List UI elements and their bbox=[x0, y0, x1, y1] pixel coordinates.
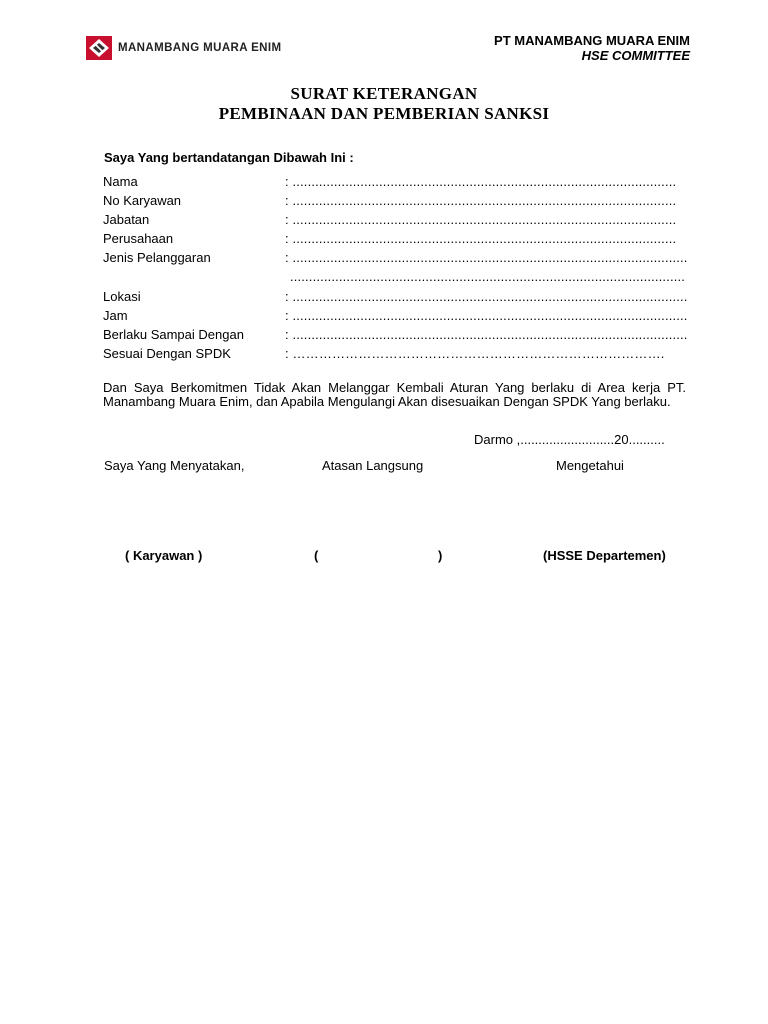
field-value-jam[interactable]: : ......................................................................................................... bbox=[285, 308, 688, 323]
field-label-no-karyawan: No Karyawan bbox=[103, 193, 182, 208]
field-label-nama: Nama bbox=[103, 174, 138, 189]
company-logo bbox=[86, 36, 281, 60]
field-label-jam: Jam bbox=[103, 308, 128, 323]
acknowledger-label: Mengetahui bbox=[556, 458, 624, 473]
field-value-lokasi[interactable]: : ......................................................................................................... bbox=[285, 289, 688, 304]
field-label-perusahaan: Perusahaan bbox=[103, 231, 174, 246]
field-value-perusahaan[interactable]: : ...................................................................................................... bbox=[285, 231, 677, 246]
field-label-lokasi: Lokasi bbox=[103, 289, 141, 304]
place-date[interactable]: Darmo ,..........................20.......... bbox=[474, 432, 665, 447]
commitment-paragraph: Dan Saya Berkomitmen Tidak Akan Melanggar Kembali Aturan Yang berlaku di Area kerja PT. Manambang Muara Enim, dan Apabila Mengulangi Akan disesuaikan Dengan SPDK Yang berlaku. bbox=[103, 380, 686, 409]
declarant-label: Saya Yang Menyatakan, bbox=[104, 458, 245, 473]
company-name: PT MANAMBANG MUARA ENIM bbox=[494, 33, 690, 48]
employee-signature-name: ( Karyawan ) bbox=[125, 548, 203, 563]
company-header bbox=[494, 33, 690, 63]
field-value-jenis-pelanggaran-continued[interactable]: ......................................................................................................... bbox=[290, 269, 685, 284]
field-value-sesuai-dengan-spdk[interactable]: : …………………………………………………………………………. bbox=[285, 346, 665, 361]
field-value-berlaku-sampai-dengan[interactable]: : ......................................................................................................... bbox=[285, 327, 688, 342]
field-label-jabatan: Jabatan bbox=[103, 212, 150, 227]
field-value-no-karyawan[interactable]: : ...................................................................................................... bbox=[285, 193, 677, 208]
document-title: SURAT KETERANGAN bbox=[290, 84, 478, 103]
intro-text: Saya Yang bertandatangan Dibawah Ini : bbox=[104, 150, 354, 165]
field-value-nama[interactable]: : ...................................................................................................... bbox=[285, 174, 677, 189]
field-label-berlaku-sampai-dengan: Berlaku Sampai Dengan bbox=[103, 327, 244, 342]
field-label-jenis-pelanggaran: Jenis Pelanggaran bbox=[103, 250, 211, 265]
supervisor-signature-open: ( bbox=[314, 548, 319, 563]
logo-icon bbox=[86, 36, 112, 60]
supervisor-signature-close: ) bbox=[438, 548, 443, 563]
document-subtitle: PEMBINAAN DAN PEMBERIAN SANKSI bbox=[218, 104, 550, 123]
field-value-jenis-pelanggaran[interactable]: : ......................................................................................................... bbox=[285, 250, 688, 265]
department-signature-name: (HSSE Departemen) bbox=[543, 548, 666, 563]
logo-text: MANAMBANG MUARA ENIM bbox=[118, 42, 282, 54]
supervisor-label: Atasan Langsung bbox=[322, 458, 424, 473]
field-label-sesuai-dengan-spdk: Sesuai Dengan SPDK bbox=[103, 346, 231, 361]
field-value-jabatan[interactable]: : ...................................................................................................... bbox=[285, 212, 677, 227]
committee-name: HSE COMMITTEE bbox=[581, 48, 690, 63]
